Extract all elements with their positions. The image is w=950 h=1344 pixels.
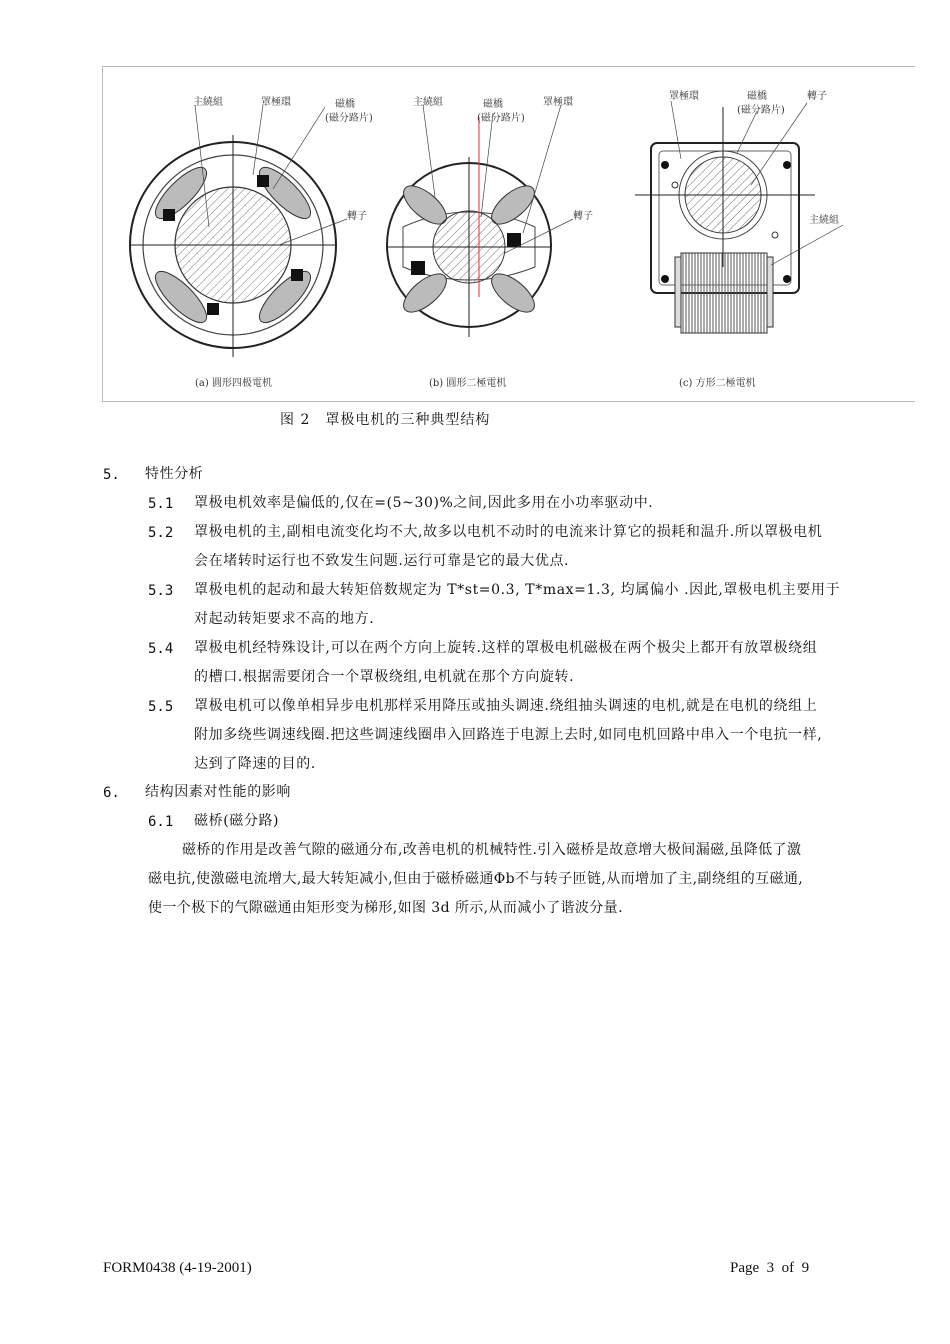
label-c-rotor: 轉子	[807, 91, 827, 102]
item-5-1-number: 5.1	[148, 496, 174, 512]
item-5-1-text: 罩极电机效率是偏低的,仅在=(5~30)%之间,因此多用在小功率驱动中.	[194, 495, 654, 511]
label-b-rotor: 轉子	[573, 211, 593, 222]
section-5-number: 5.	[103, 467, 120, 483]
figure-2	[102, 66, 915, 402]
subcaption-c: (c) 方形二極電机	[679, 378, 756, 389]
item-5-4-text: 罩极电机经特殊设计,可以在两个方向上旋转.这样的罩极电机磁极在两个极尖上都开有放罩极绕组 的槽口.根据需要闭合一个罩极绕组,电机就在那个方向旋转.	[194, 640, 818, 685]
label-c-bridge-sub: (磁分路片)	[737, 105, 785, 116]
section-5-title: 特性分析	[145, 466, 204, 482]
item-5-5-number: 5.5	[148, 699, 174, 715]
figure-caption: 图 2 罩极电机的三种典型结构	[280, 412, 491, 428]
label-a-shading-ring: 罩極環	[261, 97, 291, 108]
section-6-number: 6.	[103, 785, 120, 801]
label-c-shading-ring: 罩極環	[669, 91, 699, 102]
subcaption-a: (a) 圓形四极電机	[195, 378, 272, 389]
label-a-rotor: 轉子	[347, 211, 367, 222]
item-6-1-title: 磁桥(磁分路)	[194, 813, 280, 829]
label-b-bridge: 磁橋	[483, 99, 503, 110]
item-5-2-text: 罩极电机的主,副相电流变化均不大,故多以电机不动时的电流来计算它的损耗和温升.所以罩极电机 会在堵转时运行也不致发生问题.运行可靠是它的最大优点.	[194, 524, 823, 569]
item-5-2-number: 5.2	[148, 525, 174, 541]
item-5-3-text: 罩极电机的起动和最大转矩倍数规定为 T*st=0.3, T*max=1.3, 均属偏小 .因此,罩极电机主要用于 对起动转矩要求不高的地方.	[194, 582, 841, 627]
label-a-bridge-sub: (磁分路片)	[325, 113, 373, 124]
label-b-bridge-sub: (磁分路片)	[477, 113, 525, 124]
label-c-main-winding: 主繞組	[809, 215, 839, 226]
item-6-1-number: 6.1	[148, 814, 174, 830]
label-c-bridge: 磁橋	[747, 91, 767, 102]
item-5-5-text: 罩极电机可以像单相异步电机那样采用降压或抽头调速.绕组抽头调速的电机,就是在电机的绕组上 附加多绕些调速线圈.把这些调速线圈串入回路连于电源上去时,如同电机回路中串入一个电抗一样, 达到了降速的目的.	[194, 698, 823, 772]
label-a-main-winding: 主繞組	[193, 97, 223, 108]
diagram-a	[129, 105, 347, 357]
motor-diagrams	[103, 67, 915, 401]
diagram-b	[387, 105, 573, 337]
section-6-title: 结构因素对性能的影响	[145, 784, 291, 800]
item-5-3-number: 5.3	[148, 583, 174, 599]
label-a-bridge: 磁橋	[335, 99, 355, 110]
label-b-shading-ring: 罩極環	[543, 97, 573, 108]
section-6-1-body: 磁桥的作用是改善气隙的磁通分布,改善电机的机械特性.引入磁桥是故意增大极间漏磁,虽降低了激 磁电抗,使激磁电流增大,最大转矩减小,但由于磁桥磁通Φb不与转子匝链,从而增加了主,副绕组的互磁通, 使一个极下的气隙磁通由矩形变为梯形,如图 3d 所示,从而减小了谐波分量.	[148, 842, 804, 916]
item-5-4-number: 5.4	[148, 641, 174, 657]
footer-page-number: Page 3 of 9	[730, 1260, 810, 1276]
label-b-main-winding: 主繞組	[413, 97, 443, 108]
footer-form-id: FORM0438 (4-19-2001)	[103, 1260, 252, 1276]
subcaption-b: (b) 圓形二極電机	[429, 378, 507, 389]
